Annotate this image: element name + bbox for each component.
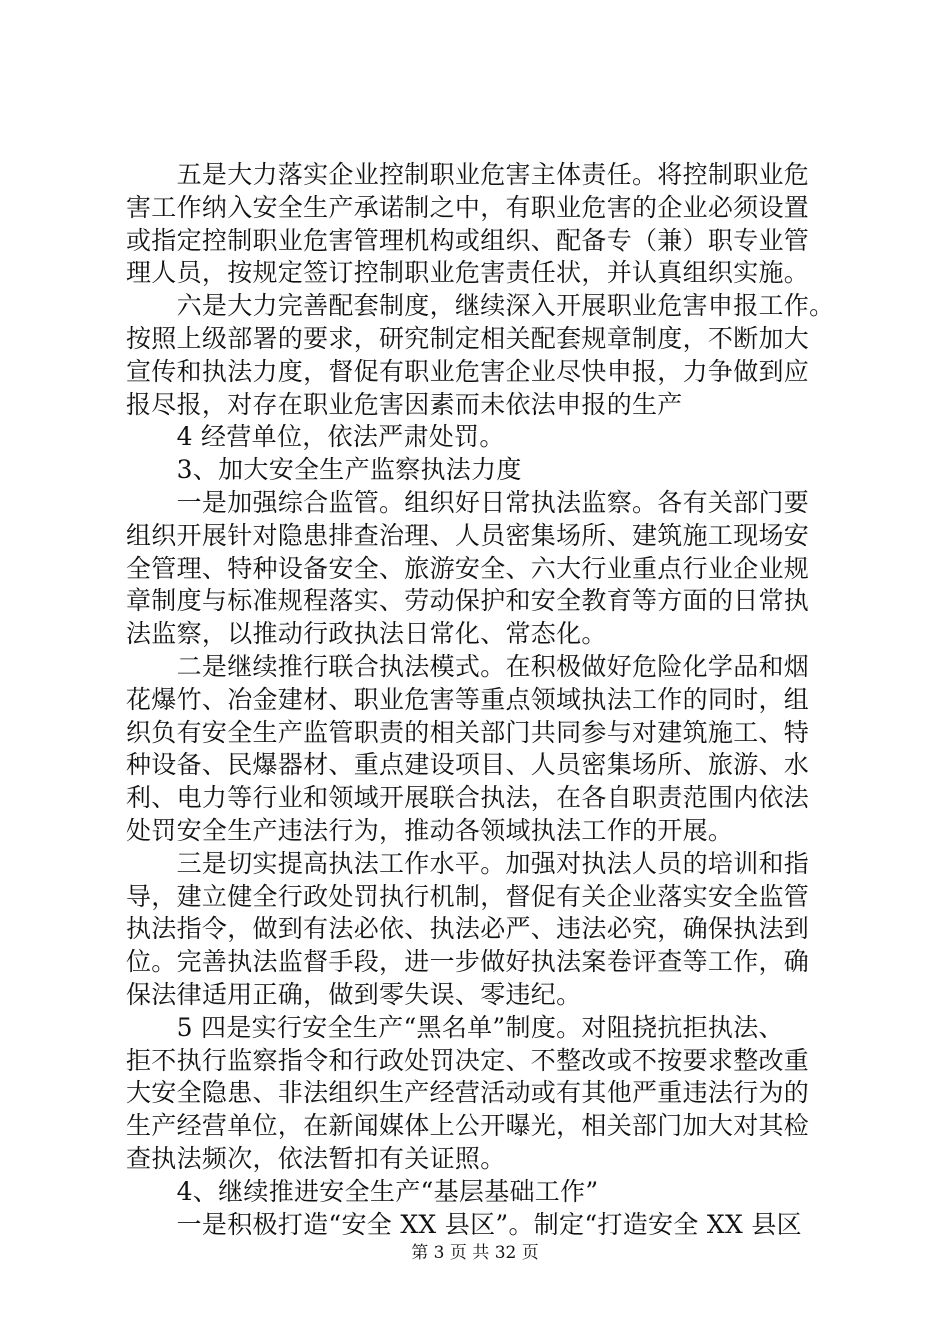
body-text	[126, 159, 838, 1241]
text-line: 大安全隐患、非法组织生产经营活动或有其他严重违法行为的	[126, 1078, 810, 1108]
text-line: 位。完善执法监督手段，进一步做好执法案卷评查等工作，确	[126, 947, 810, 977]
text-line: 理人员，按规定签订控制职业危害责任状，并认真组织实施。	[126, 258, 810, 288]
text-line: 花爆竹、冶金建材、职业危害等重点领域执法工作的同时，组	[126, 684, 810, 714]
text-line: 拒不执行监察指令和行政处罚决定、不整改或不按要求整改重	[126, 1045, 810, 1075]
text-line: 利、电力等行业和领域开展联合执法，在各自职责范围内依法	[126, 783, 810, 813]
text-line: 组织开展针对隐患排查治理、人员密集场所、建筑施工现场安	[126, 520, 810, 550]
text-line: 一是积极打造“安全 XX 县区”。制定“打造安全 XX 县区	[126, 1209, 802, 1239]
text-line: 保法律适用正确，做到零失误、零违纪。	[126, 979, 582, 1009]
text-line: 章制度与标准规程落实、劳动保护和安全教育等方面的日常执	[126, 586, 810, 616]
text-line: 报尽报，对存在职业危害因素而未依法申报的生产	[126, 389, 683, 419]
text-line: 4 经营单位，依法严肃处罚。	[126, 422, 505, 452]
text-line: 织负有安全生产监管职责的相关部门共同参与对建筑施工、特	[126, 717, 810, 747]
text-line: 查执法频次，依法暂扣有关证照。	[126, 1143, 506, 1173]
text-line: 导，建立健全行政处罚执行机制，督促有关企业落实安全监管	[126, 881, 810, 911]
text-line: 生产经营单位，在新闻媒体上公开曝光，相关部门加大对其检	[126, 1111, 810, 1141]
text-line: 害工作纳入安全生产承诺制之中，有职业危害的企业必须设置	[126, 192, 810, 222]
text-line: 种设备、民爆器材、重点建设项目、人员密集场所、旅游、水	[126, 750, 810, 780]
text-line: 全管理、特种设备安全、旅游安全、六大行业重点行业企业规	[126, 553, 810, 583]
text-line: 三是切实提高执法工作水平。加强对执法人员的培训和指	[126, 848, 810, 878]
text-line: 按照上级部署的要求，研究制定相关配套规章制度，不断加大	[126, 323, 810, 353]
text-line: 二是继续推行联合执法模式。在积极做好危险化学品和烟	[126, 651, 810, 681]
text-line: 5 四是实行安全生产“黑名单”制度。对阻挠抗拒执法、	[126, 1012, 784, 1042]
text-line: 五是大力落实企业控制职业危害主体责任。将控制职业危	[126, 160, 810, 189]
text-line: 六是大力完善配套制度，继续深入开展职业危害申报工作。	[126, 291, 835, 321]
page-footer: 第 3 页 共 32 页	[411, 1243, 539, 1263]
text-line: 一是加强综合监管。组织好日常执法监察。各有关部门要	[126, 487, 810, 517]
text-line: 处罚安全生产违法行为，推动各领域执法工作的开展。	[126, 815, 734, 845]
text-line: 执法指令，做到有法必依、执法必严、违法必究，确保执法到	[126, 914, 810, 944]
text-line: 3、加大安全生产监察执法力度	[126, 455, 522, 485]
text-line: 或指定控制职业危害管理机构或组织、配备专（兼）职专业管	[126, 225, 810, 255]
text-line: 法监察，以推动行政执法日常化、常态化。	[126, 619, 607, 649]
text-line: 宣传和执法力度，督促有职业危害企业尽快申报，力争做到应	[126, 356, 810, 386]
text-line: 4、继续推进安全生产“基层基础工作”	[126, 1176, 599, 1206]
